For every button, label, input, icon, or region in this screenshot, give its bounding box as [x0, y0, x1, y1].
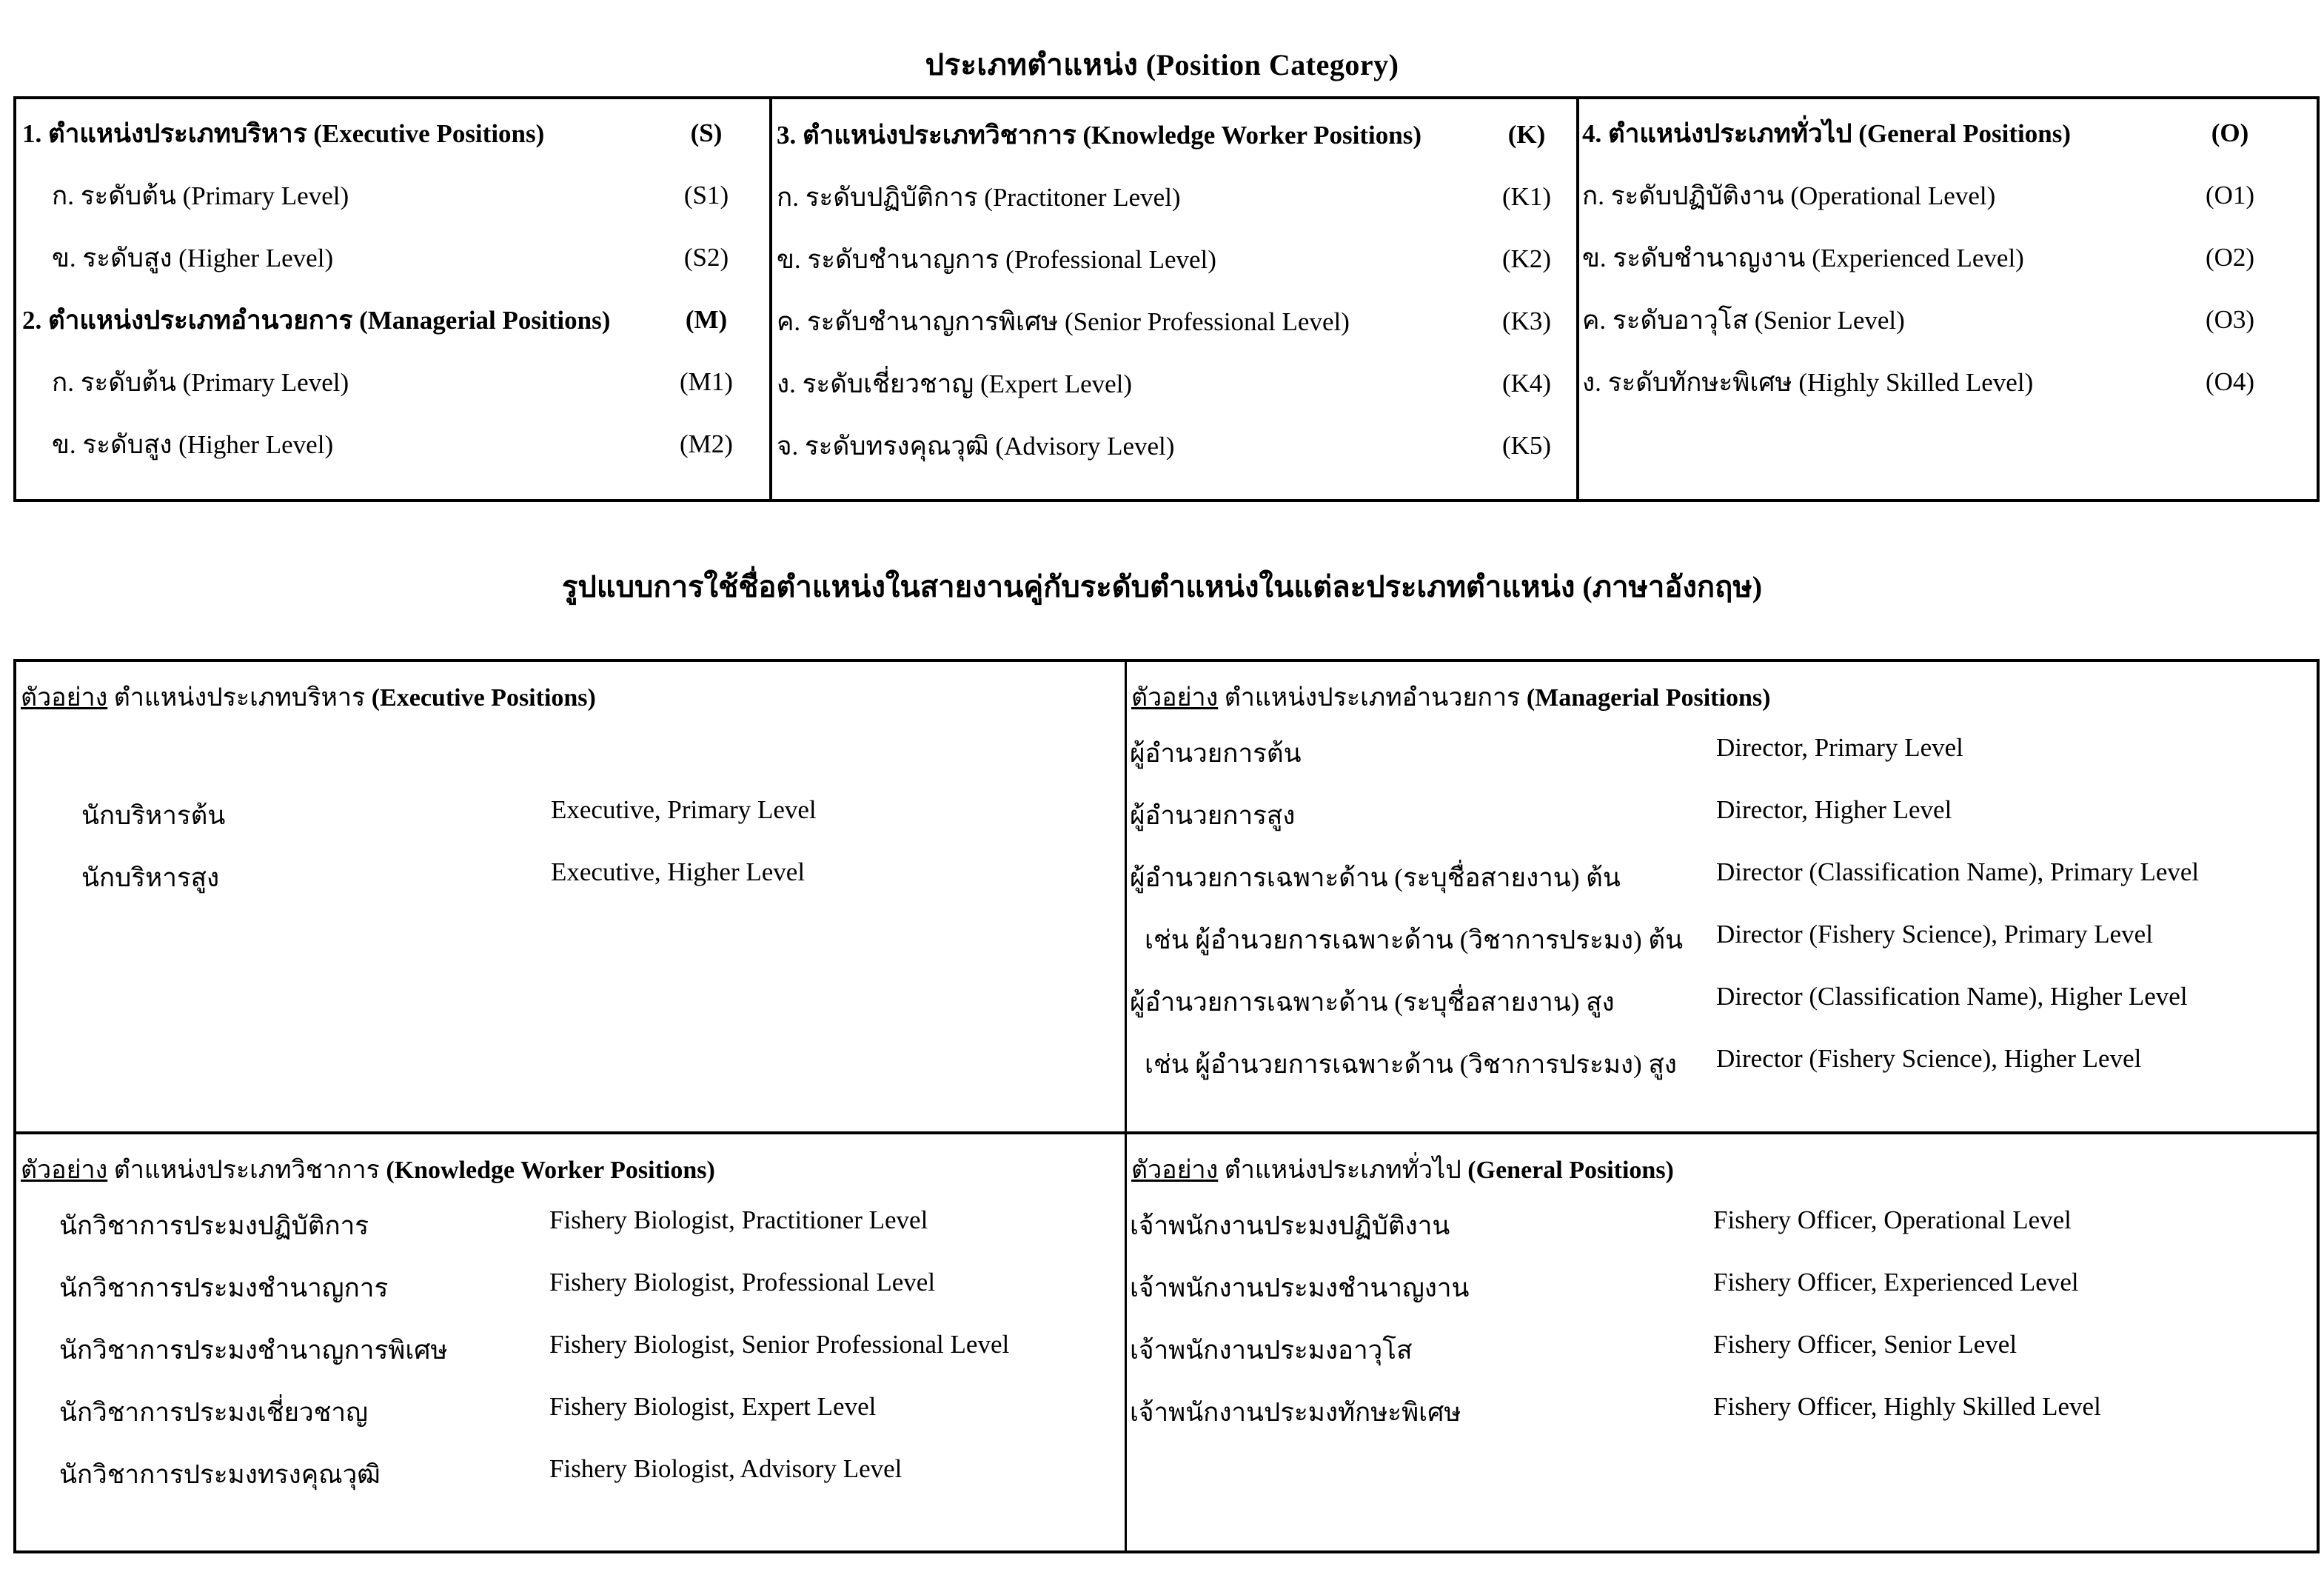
category-row: ง. ระดับทักษะพิเศษ (Highly Skilled Level) (O4) [1582, 367, 2255, 397]
example-row: นักวิชาการประมงปฏิบัติการ Fishery Biologist, Practitioner Level [59, 1205, 928, 1240]
category-row: ข. ระดับสูง (Higher Level) (M2) [52, 429, 733, 459]
examples-grid [13, 659, 2320, 1553]
example-row: ผู้อำนวยการเฉพาะด้าน (ระบุชื่อสายงาน) สูง Director (Classification Name), Higher Level [1130, 982, 2188, 1017]
example-row: นักวิชาการประมงเชี่ยวชาญ Fishery Biologist, Expert Level [59, 1392, 877, 1427]
example-row: ผู้อำนวยการเฉพาะด้าน (ระบุชื่อสายงาน) ต้น Director (Classification Name), Primary Level [1130, 857, 2200, 892]
example-row: เจ้าพนักงานประมงทักษะพิเศษ Fishery Officer, Highly Skilled Level [1130, 1392, 2101, 1427]
category-row: ข. ระดับสูง (Higher Level) (S2) [52, 243, 729, 272]
example-row: นักวิชาการประมงทรงคุณวุฒิ Fishery Biologist, Advisory Level [59, 1454, 903, 1489]
category-column-knowledge-worker [769, 99, 1576, 499]
example-heading: ตัวอย่าง ตำแหน่งประเภทวิชาการ (Knowledge Worker Positions) [21, 1157, 715, 1184]
example-row: นักบริหารต้น Executive, Primary Level [81, 795, 817, 830]
example-row: นักวิชาการประมงชำนาญการ Fishery Biologist, Professional Level [59, 1268, 936, 1302]
example-heading: ตัวอย่าง ตำแหน่งประเภทอำนวยการ (Managerial Positions) [1131, 684, 1771, 712]
example-row: ผู้อำนวยการต้น Director, Primary Level [1130, 733, 1963, 768]
example-managerial [1127, 662, 2317, 1134]
category-row: ข. ระดับชำนาญงาน (Experienced Level) (O2) [1582, 243, 2255, 272]
category-column-general [1576, 99, 2317, 499]
category-row: ค. ระดับอาวุโส (Senior Level) (O3) [1582, 305, 2255, 335]
category-row: ข. ระดับชำนาญการ (Professional Level) (K2) [777, 244, 1552, 274]
position-category-title: ประเภทตำแหน่ง (Position Category) [925, 48, 1399, 81]
category-row: ค. ระดับชำนาญการพิเศษ (Senior Professional Level) (K3) [777, 307, 1552, 336]
naming-format-title: รูปแบบการใช้ชื่อตำแหน่งในสายงานคู่กับระดับตำแหน่งในแต่ละประเภทตำแหน่ง (ภาษาอังกฤษ) [561, 570, 1763, 603]
example-row: นักวิชาการประมงชำนาญการพิเศษ Fishery Biologist, Senior Professional Level [59, 1330, 1010, 1365]
category-row: ก. ระดับต้น (Primary Level) (S1) [52, 181, 729, 210]
example-row: เช่น ผู้อำนวยการเฉพาะด้าน (วิชาการประมง) สูง Director (Fishery Science), Higher Level [1145, 1044, 2142, 1079]
category-row: 4. ตำแหน่งประเภททั่วไป (General Positions) (O) [1582, 118, 2249, 148]
example-heading: ตัวอย่าง ตำแหน่งประเภทบริหาร (Executive Positions) [21, 684, 596, 712]
example-row: ผู้อำนวยการสูง Director, Higher Level [1130, 795, 1952, 830]
position-category-table [13, 96, 2320, 502]
example-executive [16, 662, 1127, 1134]
example-row: นักบริหารสูง Executive, Higher Level [81, 857, 806, 892]
category-row: ก. ระดับปฏิบัติงาน (Operational Level) (O1) [1582, 181, 2255, 210]
category-row: ก. ระดับต้น (Primary Level) (M1) [52, 367, 733, 397]
category-column-executive-managerial [16, 99, 769, 499]
category-row: ก. ระดับปฏิบัติการ (Practitoner Level) (K1) [777, 182, 1552, 212]
category-row: 1. ตำแหน่งประเภทบริหาร (Executive Positions) (S) [22, 118, 723, 148]
category-row: ง. ระดับเชี่ยวชาญ (Expert Level) (K4) [777, 369, 1552, 398]
example-heading: ตัวอย่าง ตำแหน่งประเภททั่วไป (General Positions) [1131, 1157, 1674, 1184]
category-row: 2. ตำแหน่งประเภทอำนวยการ (Managerial Positions) (M) [22, 305, 728, 335]
example-row: เจ้าพนักงานประมงปฏิบัติงาน Fishery Officer, Operational Level [1130, 1205, 2072, 1240]
example-row: เจ้าพนักงานประมงอาวุโส Fishery Officer, Senior Level [1130, 1330, 2017, 1365]
category-row: 3. ตำแหน่งประเภทวิชาการ (Knowledge Worker Positions) (K) [777, 120, 1546, 150]
example-general [1127, 1134, 2317, 1550]
example-knowledge-worker [16, 1134, 1127, 1550]
category-row: จ. ระดับทรงคุณวุฒิ (Advisory Level) (K5) [777, 431, 1552, 461]
example-row: เจ้าพนักงานประมงชำนาญงาน Fishery Officer, Experienced Level [1130, 1268, 2079, 1302]
example-row: เช่น ผู้อำนวยการเฉพาะด้าน (วิชาการประมง) ต้น Director (Fishery Science), Primary Level [1145, 920, 2153, 954]
